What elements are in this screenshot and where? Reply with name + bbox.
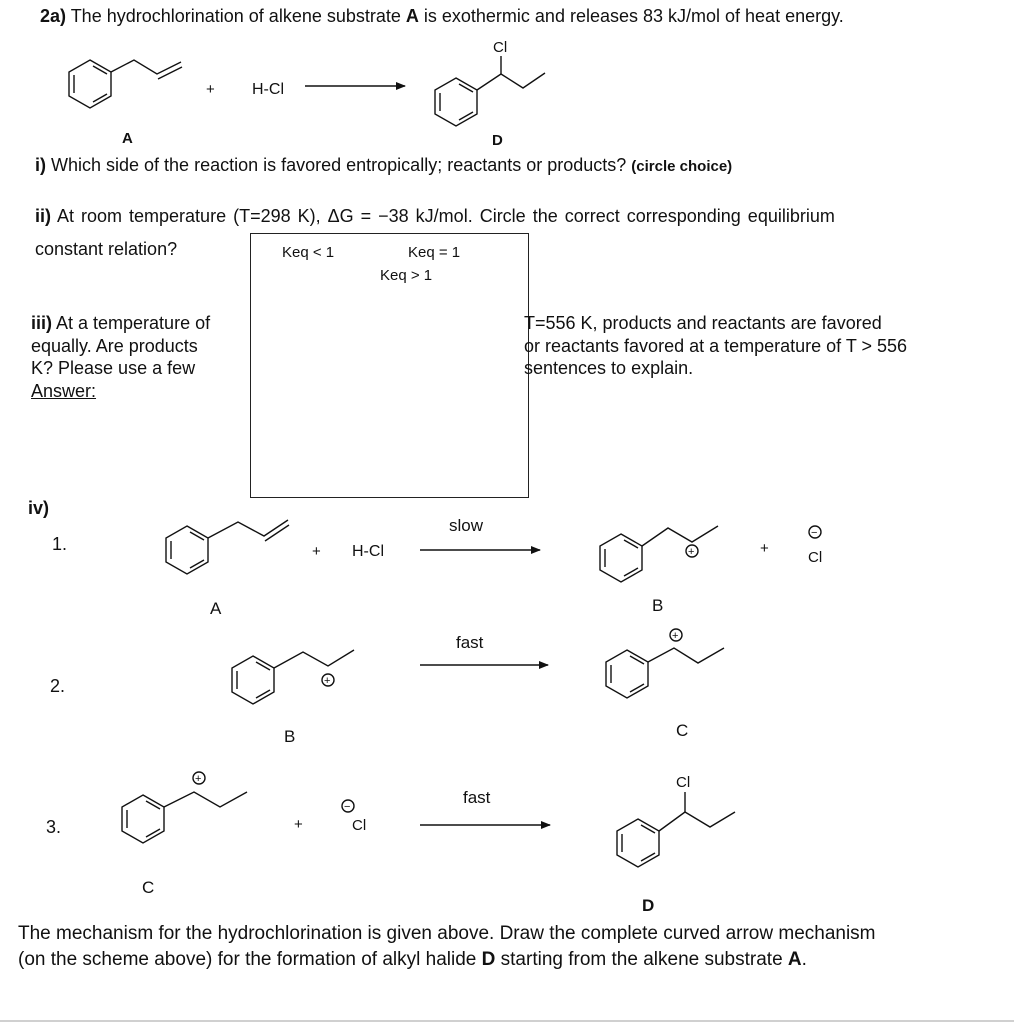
- anion-charge-step3: [342, 800, 354, 813]
- instructions-bold-a: A: [787, 949, 802, 970]
- question-iii-right: [524, 312, 907, 380]
- label-b-step2: B: [284, 727, 296, 746]
- label-c-step3: C: [142, 878, 155, 897]
- molecule-d-step3: [617, 792, 735, 867]
- question-iii-number: iii): [31, 313, 52, 333]
- instructions-line2-after: .: [801, 949, 807, 970]
- question-i-number: i): [35, 155, 46, 175]
- anion-charge-step1: [809, 526, 821, 539]
- chlorine-step3: Cl: [676, 774, 691, 791]
- step-1-number: 1.: [52, 534, 68, 554]
- label-b-step1: B: [652, 596, 664, 615]
- instructions-bold-d: D: [481, 949, 496, 970]
- reagent-hcl-step1: H-Cl: [352, 543, 384, 560]
- step-2-number: 2.: [50, 676, 66, 696]
- instructions-line2-before: (on the scheme above) for the formation of alkyl halide: [18, 949, 482, 970]
- cation-charge-b-step2: [322, 674, 334, 687]
- anion-cl-step1: Cl: [808, 549, 823, 566]
- rate-fast-step2: fast: [456, 633, 484, 652]
- header-text-before: The hydrochlorination of alkene substrate: [66, 6, 406, 26]
- question-number: 2a): [40, 6, 67, 26]
- question-iii-left-line1: At a temperature of: [52, 313, 211, 333]
- chlorine-top: Cl: [493, 39, 508, 56]
- label-a-top: A: [122, 130, 133, 147]
- question-iii-right-line2: or reactants favored at a temperature of T > 556: [524, 335, 908, 356]
- svg-text:+: +: [672, 630, 679, 642]
- question-ii-line2: constant relation?: [35, 239, 178, 259]
- question-i-text: Which side of the reaction is favored entropically; reactants or products?: [46, 155, 632, 175]
- question-iv-number: iv): [28, 498, 50, 518]
- question-ii-line1: [35, 205, 835, 227]
- step-3-number: 3.: [46, 817, 62, 837]
- molecule-b-step2: [232, 650, 354, 704]
- instructions: [18, 921, 876, 973]
- option-keq-greater-1[interactable]: Keq > 1: [380, 267, 433, 284]
- plus-top: +: [206, 81, 215, 98]
- svg-text:−: −: [811, 527, 818, 539]
- option-keq-equal-1[interactable]: Keq = 1: [408, 244, 461, 261]
- svg-text:+: +: [324, 675, 331, 687]
- page-bottom-divider: [0, 1020, 1014, 1022]
- instructions-line2-middle: starting from the alkene substrate: [495, 949, 788, 970]
- question-i-note: (circle choice): [631, 158, 733, 175]
- question-iii-left-line2: equally. Are products: [31, 335, 198, 356]
- molecule-c-step3: [122, 792, 247, 843]
- molecule-d-top: [435, 56, 545, 126]
- option-keq-less-1[interactable]: Keq < 1: [282, 244, 335, 261]
- molecule-a-top: [69, 60, 182, 108]
- cation-charge-b-step1: [686, 545, 698, 558]
- plus-step1: +: [312, 543, 321, 560]
- question-iii-right-line3: sentences to explain.: [524, 358, 694, 378]
- question-ii-text: At room temperature (T=298 K), ΔG = −38 kJ/mol. Circle the correct corresponding equilibrium: [51, 206, 835, 226]
- label-d-top: D: [492, 132, 503, 149]
- header-text-after: is exothermic and releases 83 kJ/mol of heat energy.: [418, 6, 844, 26]
- answer-label: Answer:: [31, 380, 97, 401]
- rate-fast-step3: fast: [463, 788, 491, 807]
- molecule-b-step1: [600, 526, 718, 582]
- question-iii-left: [31, 312, 210, 402]
- instructions-line1: The mechanism for the hydrochlorination is given above. Draw the complete curved arrow mechanism: [18, 923, 876, 944]
- svg-text:+: +: [195, 773, 202, 785]
- anion-cl-step3: Cl: [352, 817, 367, 834]
- header-bold-a: A: [405, 6, 419, 26]
- label-a-step1: A: [210, 599, 222, 618]
- svg-text:−: −: [344, 801, 351, 813]
- svg-text:+: +: [688, 546, 695, 558]
- cation-charge-c-step3: [193, 772, 205, 785]
- molecule-c-step2: [606, 648, 724, 698]
- rate-slow: slow: [449, 516, 484, 535]
- plus2-step1: +: [760, 540, 769, 557]
- cation-charge-c-step2: [670, 629, 682, 642]
- question-iii-right-line1: T=556 K, products and reactants are favored: [524, 313, 882, 333]
- label-c-step2: C: [676, 721, 689, 740]
- question-i: [35, 154, 732, 178]
- label-d-step3: D: [642, 896, 655, 915]
- question-iii-left-line3: K? Please use a few: [31, 358, 196, 378]
- reagent-hcl-top: H-Cl: [252, 81, 284, 98]
- question-ii-number: ii): [35, 206, 51, 226]
- molecule-a-step1: [166, 520, 289, 574]
- plus-step3: +: [294, 816, 303, 833]
